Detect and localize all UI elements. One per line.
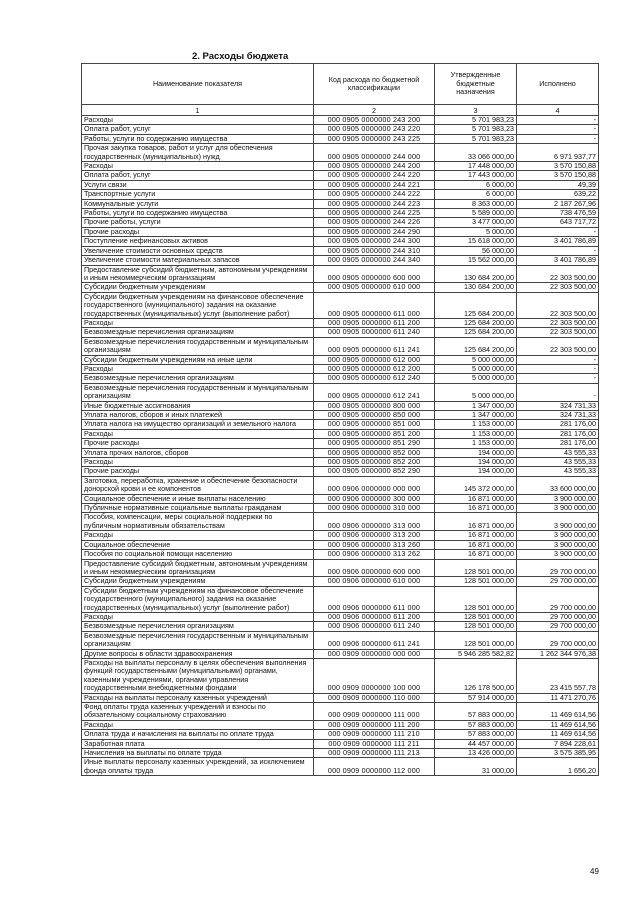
row-name: Субсидии бюджетным учреждениям на финансовое обеспечение государственного (муниципального) задания на оказание государственных (муниципальных) услуг (выполнение работ) [82,586,314,612]
row-code: 000 0905 0000000 851 290 [314,439,435,448]
row-name: Безвозмездные перечисления государственным и муниципальным организациям [82,631,314,649]
expenditure-table [81,63,599,776]
row-code: 000 0906 0000000 313 000 [314,513,435,531]
row-approved: 126 178 500,00 [435,658,517,693]
row-executed: 1 656,20 [517,758,599,776]
row-code: 000 0909 0000000 111 200 [314,720,435,729]
row-executed: 3 570 150,88 [517,171,599,180]
row-approved: 5 000 000,00 [435,383,517,401]
row-executed: 281 176,00 [517,429,599,438]
row-code: 000 0905 0000000 244 300 [314,237,435,246]
row-approved: 5 000 000,00 [435,364,517,373]
row-approved: 57 883 000,00 [435,720,517,729]
row-code: 000 0909 0000000 111 213 [314,749,435,758]
row-executed: 22 303 500,00 [517,328,599,337]
row-code: 000 0905 0000000 611 241 [314,337,435,355]
column-numbers-row [82,105,599,116]
row-code: 000 0909 0000000 111 211 [314,739,435,748]
row-code: 000 0906 0000000 610 000 [314,577,435,586]
row-name: Уплата прочих налогов, сборов [82,448,314,457]
row-name: Безвозмездные перечисления организациям [82,328,314,337]
row-name: Расходы [82,116,314,125]
row-executed: - [517,125,599,134]
row-name: Пособия по социальной помощи населению [82,550,314,559]
row-code: 000 0906 0000000 300 000 [314,494,435,503]
table-row [82,265,599,283]
row-code: 000 0905 0000000 851 000 [314,420,435,429]
row-executed: 29 700 000,00 [517,622,599,631]
row-executed: 3 900 000,00 [517,504,599,513]
row-approved: 6 000,00 [435,190,517,199]
row-approved: 5 000 000,00 [435,374,517,383]
row-name: Расходы [82,458,314,467]
table-body [82,116,599,776]
row-approved: 33 066 000,00 [435,144,517,162]
row-approved: 5 000,00 [435,227,517,236]
row-approved: 57 883 000,00 [435,703,517,721]
table-row [82,283,599,292]
row-code: 000 0905 0000000 244 340 [314,256,435,265]
row-name: Расходы [82,364,314,373]
row-executed: 3 900 000,00 [517,550,599,559]
row-executed: 643 717,72 [517,218,599,227]
row-name: Прочая закупка товаров, работ и услуг для обеспечения государственных (муниципальных) нужд [82,144,314,162]
row-approved: 6 000,00 [435,180,517,189]
row-executed: 1 262 344 976,38 [517,649,599,658]
row-approved: 13 426 000,00 [435,749,517,758]
row-approved: 1 347 000,00 [435,411,517,420]
row-code: 000 0905 0000000 851 200 [314,429,435,438]
table-row [82,658,599,693]
row-name: Поступление нефинансовых активов [82,237,314,246]
table-row [82,383,599,401]
row-name: Безвозмездные перечисления государственным и муниципальным организациям [82,383,314,401]
table-row [82,171,599,180]
table-row [82,218,599,227]
row-executed: 7 894 228,61 [517,739,599,748]
row-approved: 5 701 983,23 [435,125,517,134]
row-approved: 128 501 000,00 [435,631,517,649]
row-executed: - [517,374,599,383]
row-code: 000 0906 0000000 611 200 [314,612,435,621]
table-row [82,256,599,265]
row-name: Прочие расходы [82,439,314,448]
row-name: Оплата работ, услуг [82,125,314,134]
row-approved: 128 501 000,00 [435,622,517,631]
row-executed: 23 415 557,78 [517,658,599,693]
row-executed: - [517,364,599,373]
table-row [82,513,599,531]
row-approved: 5 000 000,00 [435,355,517,364]
row-name: Расходы [82,162,314,171]
row-code: 000 0905 0000000 243 225 [314,134,435,143]
row-executed: 29 700 000,00 [517,577,599,586]
row-code: 000 0906 0000000 600 000 [314,559,435,577]
table-row [82,420,599,429]
row-approved: 125 684 200,00 [435,292,517,318]
row-code: 000 0905 0000000 244 223 [314,199,435,208]
row-approved: 16 871 000,00 [435,504,517,513]
row-name: Работы, услуги по содержанию имущества [82,134,314,143]
row-code: 000 0909 0000000 112 000 [314,758,435,776]
table-row [82,758,599,776]
row-name: Расходы [82,612,314,621]
row-code: 000 0909 0000000 000 000 [314,649,435,658]
row-code: 000 0905 0000000 244 225 [314,209,435,218]
table-row [82,125,599,134]
row-approved: 56 000,00 [435,246,517,255]
row-executed: 738 476,59 [517,209,599,218]
table-row [82,703,599,721]
row-approved: 5 701 983,23 [435,116,517,125]
row-executed: 22 303 500,00 [517,283,599,292]
row-approved: 194 000,00 [435,458,517,467]
row-name: Работы, услуги по содержанию имущества [82,209,314,218]
row-executed: 22 303 500,00 [517,337,599,355]
row-approved: 125 684 200,00 [435,328,517,337]
row-code: 000 0905 0000000 611 200 [314,318,435,327]
table-row [82,622,599,631]
row-code: 000 0905 0000000 244 290 [314,227,435,236]
row-executed: 43 555,33 [517,467,599,476]
row-name: Предоставление субсидий бюджетным, автономным учреждениям и иным некоммерческим организациям [82,559,314,577]
table-row [82,730,599,739]
row-approved: 57 883 000,00 [435,730,517,739]
row-name: Публичные нормативные социальные выплаты гражданам [82,504,314,513]
table-row [82,577,599,586]
column-number: 2 [314,105,435,116]
row-name: Безвозмездные перечисления организациям [82,374,314,383]
row-executed: - [517,355,599,364]
row-code: 000 0905 0000000 244 221 [314,180,435,189]
table-row [82,631,599,649]
row-code: 000 0909 0000000 110 000 [314,693,435,702]
header-approved: Утвержденные бюджетные назначения [435,64,517,105]
row-approved: 5 701 983,23 [435,134,517,143]
table-row [82,559,599,577]
row-approved: 44 457 000,00 [435,739,517,748]
row-approved: 57 914 000,00 [435,693,517,702]
row-executed: 29 700 000,00 [517,586,599,612]
row-code: 000 0909 0000000 111 210 [314,730,435,739]
row-approved: 145 372 000,00 [435,476,517,494]
row-name: Увеличение стоимости материальных запасов [82,256,314,265]
row-executed: 3 900 000,00 [517,531,599,540]
row-approved: 130 684 200,00 [435,283,517,292]
row-approved: 130 684 200,00 [435,265,517,283]
row-approved: 16 871 000,00 [435,531,517,540]
row-executed: 29 700 000,00 [517,559,599,577]
row-name: Субсидии бюджетным учреждениям на финансовое обеспечение государственного (муниципального) задания на оказание государственных (муниципальных) услуг (выполнение работ) [82,292,314,318]
row-name: Предоставление субсидий бюджетным, автономным учреждениям и иным некоммерческим организациям [82,265,314,283]
row-name: Уплата налогов, сборов и иных платежей [82,411,314,420]
row-executed: 22 303 500,00 [517,265,599,283]
row-executed: 22 303 500,00 [517,318,599,327]
row-code: 000 0905 0000000 244 000 [314,144,435,162]
row-name: Безвозмездные перечисления государственным и муниципальным организациям [82,337,314,355]
row-name: Социальное обеспечение и иные выплаты населению [82,494,314,503]
row-code: 000 0905 0000000 243 200 [314,116,435,125]
row-name: Расходы на выплаты персоналу казенных учреждений [82,693,314,702]
row-executed: 43 555,33 [517,458,599,467]
row-executed: 324 731,33 [517,411,599,420]
header-executed: Исполнено [517,64,599,105]
row-code: 000 0905 0000000 244 226 [314,218,435,227]
table-row [82,467,599,476]
row-name: Фонд оплаты труда казенных учреждений и взносы по обязательному социальному страхованию [82,703,314,721]
row-approved: 16 871 000,00 [435,494,517,503]
row-name: Расходы [82,318,314,327]
row-code: 000 0905 0000000 612 240 [314,374,435,383]
row-name: Пособия, компенсации, меры социальной поддержки по публичным нормативным обязательствам [82,513,314,531]
row-name: Субсидии бюджетным учреждениям на иные цели [82,355,314,364]
column-number: 4 [517,105,599,116]
row-executed: 639,22 [517,190,599,199]
row-executed: 324 731,33 [517,401,599,410]
row-code: 000 0906 0000000 313 262 [314,550,435,559]
row-name: Расходы [82,720,314,729]
row-executed: 3 900 000,00 [517,513,599,531]
row-code: 000 0909 0000000 100 000 [314,658,435,693]
row-code: 000 0905 0000000 852 290 [314,467,435,476]
row-name: Заработная плата [82,739,314,748]
row-name: Субсидии бюджетным учреждениям [82,577,314,586]
row-approved: 15 618 000,00 [435,237,517,246]
row-approved: 128 501 000,00 [435,612,517,621]
row-executed: 3 900 000,00 [517,540,599,549]
row-approved: 8 363 000,00 [435,199,517,208]
row-code: 000 0905 0000000 800 000 [314,401,435,410]
row-name: Субсидии бюджетным учреждениям [82,283,314,292]
row-approved: 1 153 000,00 [435,420,517,429]
row-code: 000 0905 0000000 244 222 [314,190,435,199]
row-executed: 2 187 267,96 [517,199,599,208]
row-executed: 11 469 614,56 [517,720,599,729]
row-executed: 11 471 270,76 [517,693,599,702]
row-executed: - [517,134,599,143]
row-approved: 128 501 000,00 [435,577,517,586]
row-code: 000 0905 0000000 611 240 [314,328,435,337]
row-name: Увеличение стоимости основных средств [82,246,314,255]
row-name: Оплата труда и начисления на выплаты по оплате труда [82,730,314,739]
row-code: 000 0905 0000000 612 200 [314,364,435,373]
table-header-row [82,64,599,105]
row-name: Услуги связи [82,180,314,189]
row-code: 000 0905 0000000 612 241 [314,383,435,401]
row-code: 000 0905 0000000 600 000 [314,265,435,283]
row-name: Прочие работы, услуги [82,218,314,227]
row-approved: 31 000,00 [435,758,517,776]
table-row [82,190,599,199]
row-name: Оплата работ, услуг [82,171,314,180]
row-approved: 3 477 000,00 [435,218,517,227]
header-expense-code: Код расхода по бюджетной классификации [314,64,435,105]
row-code: 000 0905 0000000 244 200 [314,162,435,171]
header-indicator-name: Наименование показателя [82,64,314,105]
row-approved: 17 443 000,00 [435,171,517,180]
row-name: Расходы на выплаты персоналу в целях обеспечения выполнения функций государственными (муниципальными) органами, казенными учреждениями, органами управления государственными внебюджетными фондами [82,658,314,693]
row-approved: 1 347 000,00 [435,401,517,410]
row-approved: 5 946 285 582,82 [435,649,517,658]
row-approved: 5 589 000,00 [435,209,517,218]
row-name: Иные выплаты персоналу казенных учреждений, за исключением фонда оплаты труда [82,758,314,776]
row-approved: 128 501 000,00 [435,559,517,577]
row-approved: 15 562 000,00 [435,256,517,265]
table-row [82,237,599,246]
row-name: Безвозмездные перечисления организациям [82,622,314,631]
row-approved: 194 000,00 [435,467,517,476]
row-approved: 125 684 200,00 [435,337,517,355]
table-row [82,531,599,540]
table-row [82,144,599,162]
table-row [82,292,599,318]
row-executed: 11 469 614,56 [517,703,599,721]
column-number: 1 [82,105,314,116]
row-executed: - [517,116,599,125]
row-executed: 11 469 614,56 [517,730,599,739]
row-executed: - [517,227,599,236]
row-code: 000 0905 0000000 244 310 [314,246,435,255]
row-executed: 33 600 000,00 [517,476,599,494]
row-code: 000 0906 0000000 313 260 [314,540,435,549]
row-code: 000 0906 0000000 611 241 [314,631,435,649]
row-executed: 6 971 937,77 [517,144,599,162]
row-executed: 281 176,00 [517,420,599,429]
row-code: 000 0905 0000000 852 200 [314,458,435,467]
row-name: Начисления на выплаты по оплате труда [82,749,314,758]
row-name: Другие вопросы в области здравоохранения [82,649,314,658]
row-approved: 194 000,00 [435,448,517,457]
row-code: 000 0906 0000000 000 000 [314,476,435,494]
row-executed: 3 575 385,95 [517,749,599,758]
row-executed: 29 700 000,00 [517,612,599,621]
row-name: Транспортные услуги [82,190,314,199]
row-code: 000 0909 0000000 111 000 [314,703,435,721]
row-name: Социальное обеспечение [82,540,314,549]
row-executed: 49,39 [517,180,599,189]
row-code: 000 0905 0000000 610 000 [314,283,435,292]
row-name: Расходы [82,531,314,540]
row-executed: 22 303 500,00 [517,292,599,318]
row-executed: 281 176,00 [517,439,599,448]
page-number: 49 [590,867,599,876]
table-row [82,476,599,494]
row-code: 000 0906 0000000 310 000 [314,504,435,513]
row-executed: 3 900 000,00 [517,494,599,503]
row-code: 000 0905 0000000 243 220 [314,125,435,134]
row-executed: 3 401 786,89 [517,256,599,265]
row-executed: - [517,246,599,255]
table-row [82,337,599,355]
row-approved: 125 684 200,00 [435,318,517,327]
column-number: 3 [435,105,517,116]
row-code: 000 0906 0000000 611 000 [314,586,435,612]
row-name: Уплата налога на имущество организаций и земельного налога [82,420,314,429]
table-row [82,439,599,448]
row-code: 000 0905 0000000 612 000 [314,355,435,364]
row-approved: 17 448 000,00 [435,162,517,171]
row-approved: 128 501 000,00 [435,586,517,612]
row-name: Прочие расходы [82,467,314,476]
row-name: Прочие расходы [82,227,314,236]
row-executed: 3 401 786,89 [517,237,599,246]
row-code: 000 0905 0000000 850 000 [314,411,435,420]
row-code: 000 0905 0000000 244 220 [314,171,435,180]
row-code: 000 0905 0000000 611 000 [314,292,435,318]
row-approved: 16 871 000,00 [435,540,517,549]
row-code: 000 0906 0000000 313 200 [314,531,435,540]
row-approved: 16 871 000,00 [435,550,517,559]
row-name: Расходы [82,429,314,438]
row-name: Заготовка, переработка, хранение и обеспечение безопасности донорской крови и ее компонентов [82,476,314,494]
table-row [82,586,599,612]
row-code: 000 0906 0000000 611 240 [314,622,435,631]
row-executed: - [517,383,599,401]
row-executed: 29 700 000,00 [517,631,599,649]
row-executed: 43 555,33 [517,448,599,457]
table-row [82,328,599,337]
table-row [82,550,599,559]
row-approved: 1 153 000,00 [435,439,517,448]
row-approved: 16 871 000,00 [435,513,517,531]
table-row [82,374,599,383]
row-name: Коммунальные услуги [82,199,314,208]
row-code: 000 0905 0000000 852 000 [314,448,435,457]
row-executed: 3 570 150,88 [517,162,599,171]
row-name: Иные бюджетные ассигнования [82,401,314,410]
row-approved: 1 153 000,00 [435,429,517,438]
section-title: 2. Расходы бюджета [192,51,289,62]
